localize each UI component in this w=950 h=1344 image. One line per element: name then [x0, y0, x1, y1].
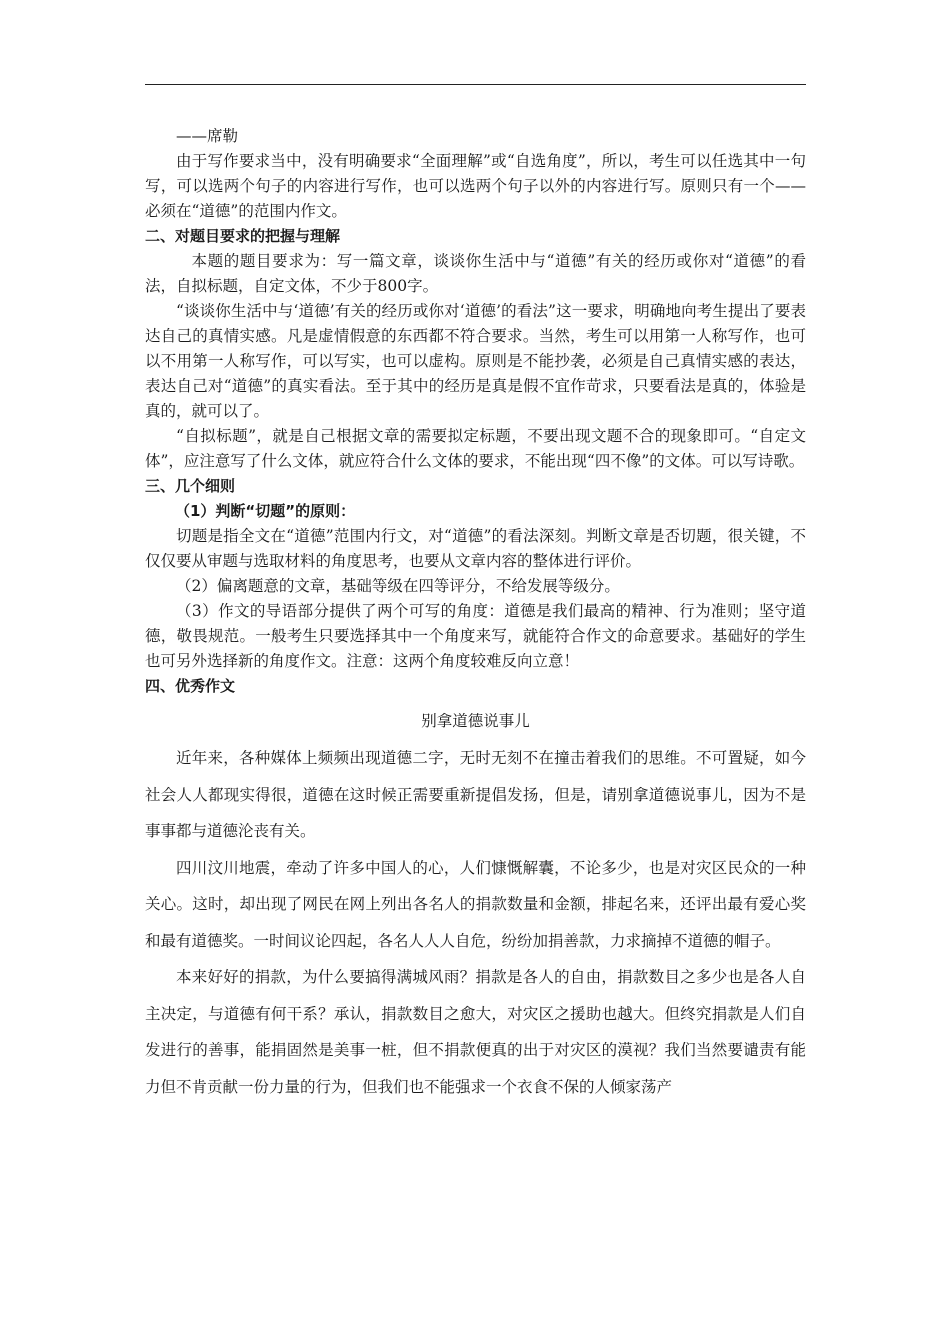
paragraph: “自拟标题”，就是自己根据文章的需要拟定标题，不要出现文题不合的现象即可。“自定文体”，应注意写了什么文体，就应符合什么文体的要求，不能出现“四不像”的文体。可以写诗歌。	[145, 427, 806, 470]
essay-paragraph: 近年来，各种媒体上频频出现道德二字，无时无刻不在撞击着我们的思维。不可置疑，如今社会人人都现实得很，道德在这时候正需要重新提倡发扬，但是，请别拿道德说事儿，因为不是事事都与道德沦丧有关。	[145, 749, 806, 840]
section-heading-2: 二、对题目要求的把握与理解	[145, 227, 341, 245]
paragraph: 切题是指全文在“道德”范围内行文，对“道德”的看法深刻。判断文章是否切题，很关键，不仅仅要从审题与选取材料的角度思考，也要从文章内容的整体进行评价。	[145, 527, 806, 570]
paragraph: “谈谈你生活中与‘道德’有关的经历或你对‘道德’的看法”这一要求，明确地向考生提出了要表达自己的真情实感。凡是虚情假意的东西都不符合要求。当然，考生可以用第一人称写作，也可以不用第一人称写作，可以写实，也可以虚构。原则是不能抄袭，必须是自己真情实感的表达，表达自己对“道德”的真实看法。至于其中的经历是真是假不宜作苛求，只要看法是真的，体验是真的，就可以了。	[145, 302, 806, 420]
paragraph: 本题的题目要求为：写一篇文章，谈谈你生活中与“道德”有关的经历或你对“道德”的看法，自拟标题，自定文体，不少于800字。	[145, 252, 806, 295]
section-heading-4: 四、优秀作文	[145, 677, 236, 695]
paragraph: （3）作文的导语部分提供了两个可写的角度：道德是我们最高的精神、行为准则；坚守道德，敬畏规范。一般考生只要选择其中一个角度来写，就能符合作文的命意要求。基础好的学生也可另外选择新的角度作文。注意：这两个角度较难反向立意！	[145, 602, 806, 670]
essay-paragraph: 本来好好的捐款，为什么要搞得满城风雨？捐款是各人的自由，捐款数目之多少也是各人自主决定，与道德有何干系？承认，捐款数目之愈大，对灾区之援助也越大。但终究捐款是人们自发进行的善事，能捐固然是美事一桩，但不捐款便真的出于对灾区的漠视？我们当然要谴责有能力但不肯贡献一份力量的行为，但我们也不能强求一个衣食不保的人倾家荡产	[145, 968, 806, 1096]
essay-title: 别拿道德说事儿	[421, 712, 530, 730]
essay-body	[145, 740, 806, 1105]
header-rule	[145, 84, 806, 85]
essay-paragraph: 四川汶川地震，牵动了许多中国人的心，人们慷慨解囊，不论多少，也是对灾区民众的一种关心。这时，却出现了网民在网上列出各名人的捐款数量和金额，排起名来，还评出最有爱心奖和最有道德奖。一时间议论四起，各名人人人自危，纷纷加捐善款，力求摘掉不道德的帽子。	[145, 858, 806, 950]
document-body	[145, 124, 806, 1105]
section-heading-3: 三、几个细则	[145, 477, 236, 495]
attribution: ——席勒	[176, 127, 239, 145]
intro-paragraph: 由于写作要求当中，没有明确要求“全面理解”或“自选角度”，所以，考生可以任选其中一句写，可以选两个句子的内容进行写作，也可以选两个句子以外的内容进行写。原则只有一个——必须在“道德”的范围内作文。	[145, 152, 806, 220]
sub-heading: （1）判断“切题”的原则：	[175, 502, 356, 520]
paragraph: （2）偏离题意的文章，基础等级在四等评分，不给发展等级分。	[176, 577, 620, 595]
